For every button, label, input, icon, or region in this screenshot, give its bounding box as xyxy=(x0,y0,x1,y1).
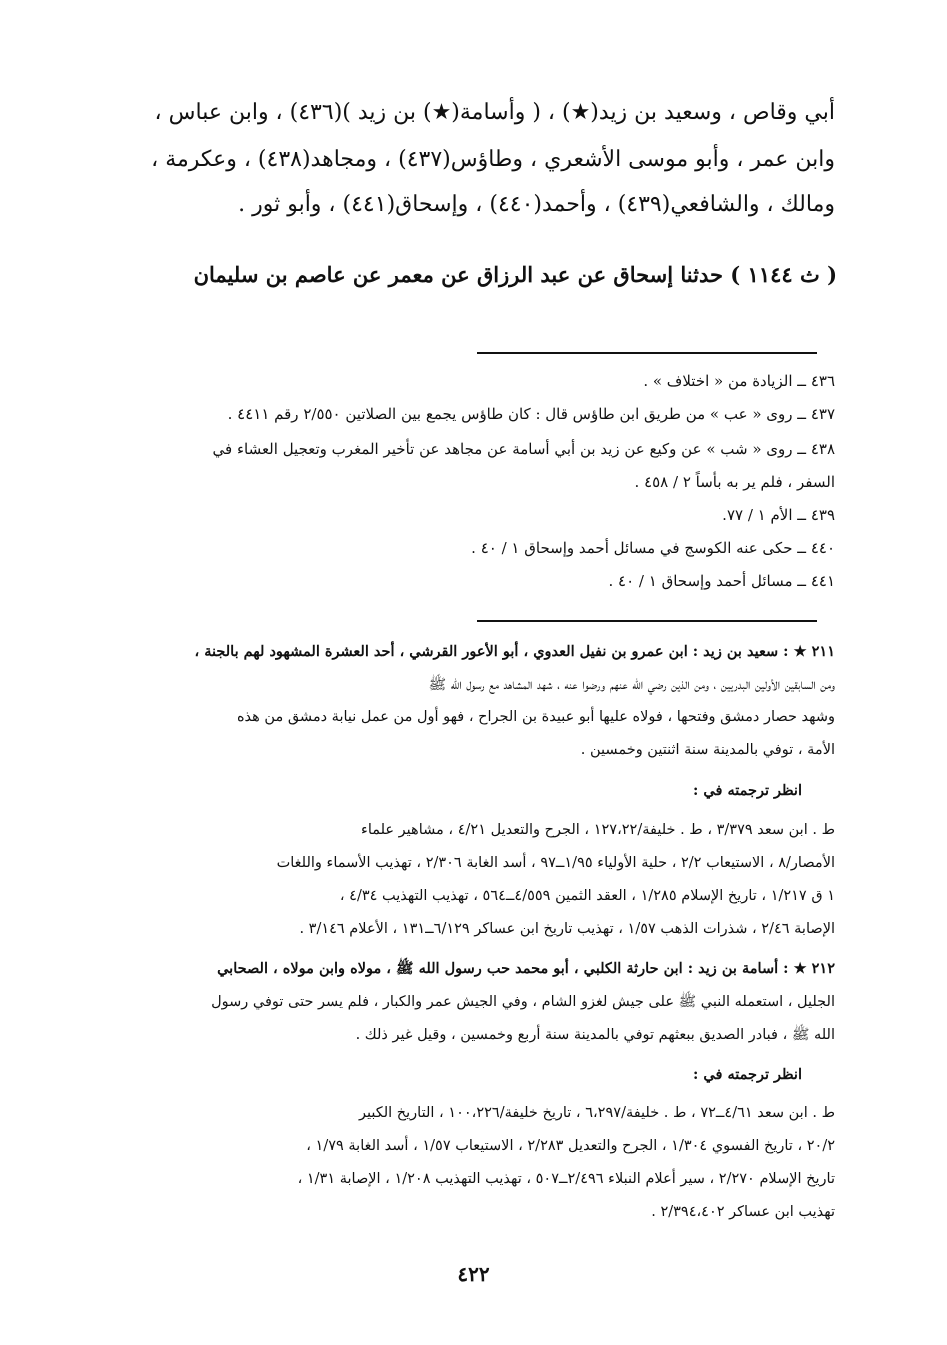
bio-212-ref-3: تاريخ الإسلام ٢/٢٧٠ ، سير أعلام النبلاء ٢/٤٩٦ــ٥٠٧ ، تهذيب التهذيب ١/٢٠٨ ، الإصابة ١/٣١ ، xyxy=(297,1171,835,1187)
footnote-separator xyxy=(477,352,817,354)
bio-211-see-label: انظر ترجمته في : xyxy=(692,782,802,799)
bio-211-ref-1: ط . ابن سعد ٣/٣٧٩ ، ط . خليفة/١٢٧،٢٢ ، الجرح والتعديل ٤/٢١ ، مشاهير علماء xyxy=(361,822,835,838)
main-text-line-2: وابن عمر ، وأبو موسى الأشعري ، وطاؤس(٤٣٧) ، ومجاهد(٤٣٨) ، وعكرمة ، xyxy=(151,147,835,172)
main-text-line-1: أبي وقاص ، وسعيد بن زيد(★) ، ( وأسامة(★) بن زيد )(٤٣٦) ، وابن عباس ، xyxy=(154,100,835,125)
bio-211-line-2: ومن السابقين الأولين البدريين ، ومن الذين رضي الله عنهم ورضوا عنه ، شهد المشاهد مع رسول الله ﷺ xyxy=(428,677,835,693)
bio-212-line-2: الجليل ، استعمله النبي ﷺ على جيش لغزو الشام ، وفي الجيش عمر والكبار ، فلم يسر حتى توفي رسول xyxy=(211,994,835,1010)
bio-211-line-1: ٢١١ ★ : سعيد بن زيد : ابن عمرو بن نفيل العدوي ، أبو الأعور القرشي ، أحد العشرة المشهود لهم بالجنة ، xyxy=(194,643,835,660)
footnote-438: ٤٣٨ ــ روى « شب » عن وكيع عن زيد بن أبي أسامة عن مجاهد عن تأخير المغرب وتعجيل العشاء في xyxy=(212,440,835,458)
main-text-line-3: ومالك ، والشافعي(٤٣٩) ، وأحمد(٤٤٠) ، وإسحاق(٤٤١) ، وأبو ثور . xyxy=(238,192,835,217)
bio-211-ref-4: الإصابة ٢/٤٦ ، شذرات الذهب ١/٥٧ ، تهذيب تاريخ ابن عساكر ٦/١٢٩ــ١٣١ ، الأعلام ٣/١٤٦ . xyxy=(299,921,835,937)
footnote-437: ٤٣٧ ــ روى « عب » من طريق ابن طاؤس قال : كان طاؤس يجمع بين الصلاتين ٢/٥٥٠ رقم ٤٤١١ . xyxy=(227,405,835,423)
footnote-436: ٤٣٦ ــ الزيادة من « اختلاف » . xyxy=(643,372,835,390)
bio-211-line-3: وشهد حصار دمشق وفتحها ، فولاه عليها أبو عبيدة بن الجراح ، فهو أول من عمل نيابة دمشق من هذه xyxy=(236,709,835,725)
footnote-441: ٤٤١ ــ مسائل أحمد وإسحاق ١ / ٤٠ . xyxy=(608,572,835,590)
page-number: ٤٢٢ xyxy=(457,1262,490,1286)
bio-212-line-1: ٢١٢ ★ : أسامة بن زيد : ابن حارثة الكلبي ، أبو محمد حب رسول الله ﷺ ، مولاه وابن مولاه ، الصحابي xyxy=(217,960,835,977)
footnote-440: ٤٤٠ ــ حكى عنه الكوسج في مسائل أحمد وإسحاق ١ / ٤٠ . xyxy=(471,539,835,557)
bio-212-see-label: انظر ترجمته في : xyxy=(692,1066,802,1083)
bio-211-ref-2: الأمصار/٨ ، الاستيعاب ٢/٢ ، حلية الأولياء ١/٩٥ــ٩٧ ، أسد الغابة ٢/٣٠٦ ، تهذيب الأسماء واللغات xyxy=(276,855,835,871)
bio-212-ref-2: ٢٠/٢ ، تاريخ الفسوي ١/٣٠٤ ، الجرح والتعديل ٢/٢٨٣ ، الاستيعاب ١/٥٧ ، أسد الغابة ١/٧٩ ، xyxy=(306,1138,835,1154)
footnote-438-cont: السفر ، فلم ير به بأساً ٢ / ٤٥٨ . xyxy=(634,473,835,491)
bio-212-ref-4: تهذيب ابن عساكر ٢/٣٩٤،٤٠٢ . xyxy=(651,1204,835,1220)
bio-212-line-3: الله ﷺ ، فبادر الصديق ببعثهم توفي بالمدينة سنة أربع وخمسين ، وقيل غير ذلك . xyxy=(355,1027,835,1043)
bio-211-line-4: الأمة ، توفي بالمدينة سنة اثنتين وخمسين . xyxy=(580,742,835,758)
narration-line: ( ث ١١٤٤ ) حدثنا إسحاق عن عبد الرزاق عن معمر عن عاصم بن سليمان xyxy=(193,262,837,287)
bio-212-ref-1: ط . ابن سعد ٤/٦١ــ٧٢ ، ط . خليفة/٦،٢٩٧ ، تاريخ خليفة/١٠٠،٢٢٦ ، التاريخ الكبير xyxy=(358,1105,835,1121)
bio-211-ref-3: ١ ق ١/٢١٧ ، تاريخ الإسلام ١/٢٨٥ ، العقد الثمين ٤/٥٥٩ــ٥٦٤ ، تهذيب التهذيب ٤/٣٤ ، xyxy=(339,888,835,904)
footnote-439: ٤٣٩ ــ الأم ١ / ٧٧. xyxy=(722,506,835,524)
biography-separator xyxy=(477,620,817,622)
